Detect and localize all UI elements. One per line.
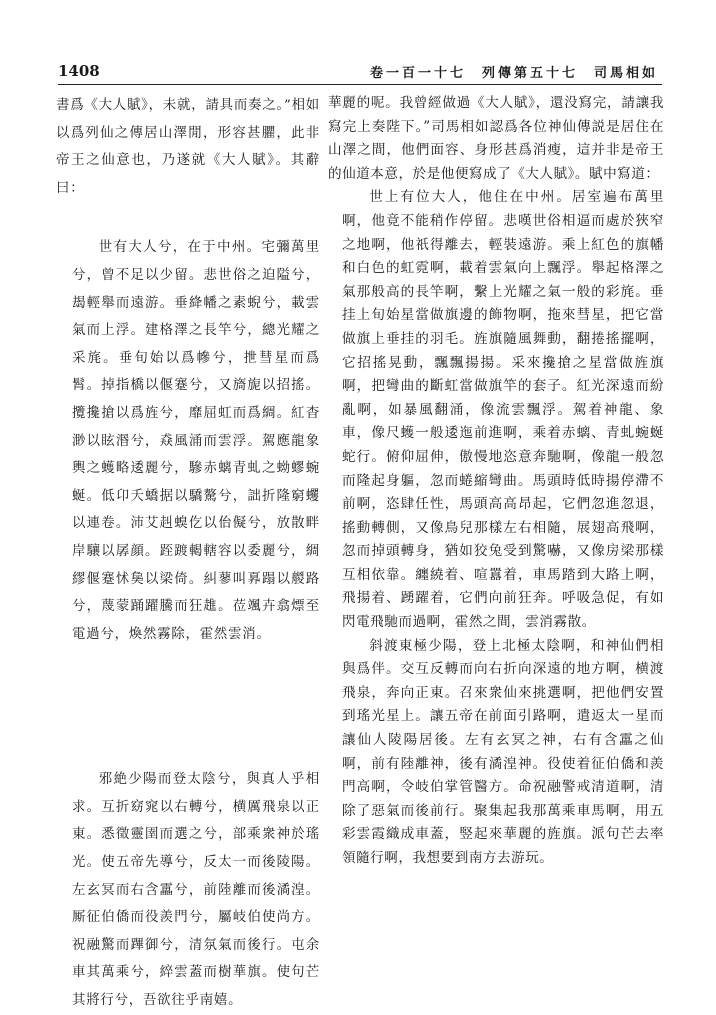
classical-verse-1: 世有大人兮，在于中州。宅彌萬里兮，曾不足以少留。悲世俗之迫隘兮，朅輕舉而遠游。垂絳幡之素蜺兮，載雲氣而上浮。建格澤之長竿兮，總光耀之采旄。垂旬始以爲幓兮，抴彗星而爲髾。掉指橋以偃蹇兮，又旖旎以招搖。攬攙搶以爲旌兮，靡屈虹而爲綢。紅杳渺以眩湣兮，猋風涌而雲浮。駕應龍象輿之蠖略逶麗兮，驂赤螭青虬之蚴蟉蜿蜒。低卬夭蟜据以驕驁兮，詘折隆窮蠼以連卷。沛艾赳螑仡以佁儗兮，放散畔岸驤以孱顔。跮踱輵轄容以委麗兮，綢繆偃蹇怵㚟以梁倚。糾蓼叫奡蹋以艐路兮，蔑蒙踊躍騰而狂趡。莅颯卉翕熛至電過兮，煥然霧除，霍然雲消。: [72, 240, 320, 642]
classical-verse-2: 邪絶少陽而登太陰兮，與真人乎相求。互折窈窕以右轉兮，横厲飛泉以正東。悉徵靈圉而選之兮，部乘衆神於瑤光。使五帝先導兮，反太一而後陵陽。左玄冥而右含靁兮，前陸離而後潏湟。厮征伯僑而役羨門兮，屬岐伯使尚方。祝融驚而蹕御兮，清氛氣而後行。屯余車其萬乘兮，綷雲蓋而樹華旗。使句芒其將行兮，吾欲往乎南嬉。: [72, 772, 320, 1009]
page-header: [58, 62, 658, 84]
translation-paragraph-2: 斜渡東極少陽，登上北極太陰啊，和神仙們相與爲伴。交互反轉而向右折向深遠的地方啊，横渡飛泉，奔向正東。召來衆仙來挑選啊，把他們安置到瑤光星上。讓五帝在前面引路啊，遣返太一星而讓仙人陵陽居後。左有玄冥之神，右有含靁之仙啊，前有陸離神，後有潏湟神。役使着征伯僑和羨門高啊，令岐伯掌管醫方。命祝融警戒清道啊，清除了惡氣而後前行。聚集起我那萬乘車馬啊，用五彩雲霞織成車蓋，竪起來華麗的旌旗。派句芒去率領隨行啊，我想要到南方去游玩。: [342, 637, 664, 866]
translation-intro: 華麗的呢。我曾經做過《大人賦》，還没寫完，請讓我寫完上奏陛下。”司馬相如認爲各位神仙傳説是居住在山澤之間，他們面容、身形甚爲消瘦，這并非是帝王的仙道本意，於是他便寫成了《大人賦》。賦中寫道：: [328, 95, 664, 182]
translation-paragraph-1: 世上有位大人，他住在中州。居室遍布萬里啊，他竟不能稍作停留。悲嘆世俗相逼而處於狹窄之地啊，他祇得離去，輕裝遠游。乘上紅色的旗幡和白色的虹霓啊，載着雲氣向上飄浮。舉起格澤之氣那般高的長竿啊，繫上光耀之氣一般的彩旄。垂挂上旬始星當做旗邊的飾物啊，拖來彗星，把它當做旗上垂挂的羽毛。旌旗隨風舞動，翻捲搖擺啊，它招搖晃動，飄飄揚揚。采來攙搶之星當做旌旗啊，把彎曲的斷虹當做旗竿的套子。紅光深遠而紛亂啊，如暴風翻涌，像流雲飄浮。駕着神龍、象車，像尺蠖一般逶迤前進啊，乘着赤螭、青虬蜿蜒蛇行。俯仰屈伸，傲慢地恣意奔馳啊，像龍一般忽而隆起身軀，忽而蜷縮彎曲。馬頭時低時揚停滯不前啊，恣肆任性，馬頭高高昂起，它們忽進忽退，搖動轉側，又像鳥兒那樣左右相隨，展翅高飛啊，忽而掉頭轉身，猶如狡兔受到驚嚇，又像房梁那樣互相依靠。纏繞着、喧囂着，車馬踏到大路上啊，飛揚着、踴躍着，它們向前狂奔。呼吸急促，有如閃電飛馳而過啊，霍然之間，雲消霧散。: [342, 189, 664, 631]
page-number: 1408: [58, 62, 100, 80]
running-head: 卷一百一十七 列傳第五十七 司馬相如: [369, 66, 658, 81]
right-column-translation: [328, 92, 664, 871]
classical-intro: 書爲《大人賦》，未就，請具而奏之。”相如以爲列仙之傳居山澤閒，形容甚臞，此非帝王之仙意也，乃遂就《大人賦》。其辭曰：: [56, 98, 320, 196]
header-rule: [58, 84, 662, 85]
left-column-classical-text: [56, 92, 320, 1015]
spacer: [56, 202, 320, 234]
spacer: [56, 648, 320, 766]
